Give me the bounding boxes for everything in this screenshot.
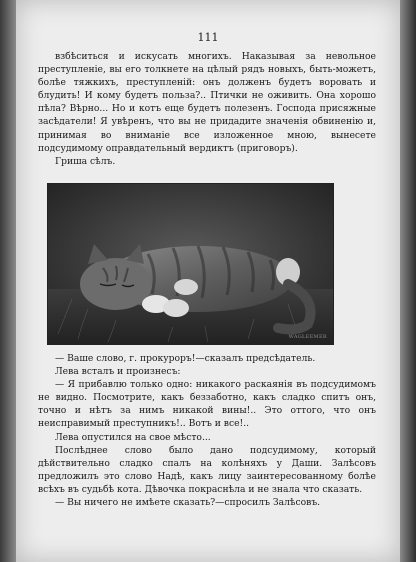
right-page-edge <box>400 0 416 562</box>
book-page <box>16 0 400 562</box>
paragraph-defense-speech: взбѣситься и искусать многихъ. Наказывая за невольное преступленіе, вы его толкнете на цѣлый рядъ новыхъ, быть-можетъ, болѣе тяжкихъ, преступленій: онъ долженъ будетъ воровать и блудить! И кому будетъ польза?.. Птички не оживить. Она хорошо пѣла? Вѣрно... Но и котъ еще будетъ полезенъ. Господа присяжные засѣдатели! Я увѣренъ, что вы не придадите значенія обвиненію и, принимая во вниманіе все изложенное мною, вынесете подсудимому оправдательный вердиктъ (приговоръ). <box>38 51 376 154</box>
illustration-sleeping-cat <box>47 183 334 345</box>
text-block-top <box>38 50 376 168</box>
illustration-signature: WAGLEEMER <box>288 334 327 340</box>
paragraph-grisha-sat: Гриша сѣлъ. <box>55 155 116 167</box>
left-page-edge <box>0 0 16 562</box>
paragraph-leva-sat: Лева опустился на свое мѣсто... <box>55 431 211 443</box>
paragraph-prosecutor-speech: — Я прибавлю только одно: никакого раскаянія въ подсудимомъ не видно. Посмотрите, какъ беззаботно, какъ сладко спитъ онъ, точно и нѣтъ за нимъ никакой вины!.. Это оттого, что онъ неисправимый преступникъ!.. Вотъ и все!.. <box>38 379 376 430</box>
paragraph-leva-stood: Лева всталъ и произнесъ: <box>55 366 181 378</box>
paragraph-question: — Вы ничего не имѣете сказать?—спросилъ Залѣсовъ. <box>55 497 321 509</box>
sleeping-cat-icon <box>48 184 333 344</box>
page-number: 111 <box>197 31 219 44</box>
paragraph-judge-line: — Ваше слово, г. прокуроръ!—сказалъ предсѣдатель. <box>55 353 316 364</box>
text-block-bottom <box>38 352 376 509</box>
paragraph-last-word: Послѣднее слово было дано подсудимому, который дѣйствительно сладко спалъ на колѣняхъ у Даши. Залѣсовъ предложилъ это слово Надѣ, какъ лицу заинтересованному болѣе всѣхъ въ судьбѣ кота. Дѣвочка покраснѣла и не знала что сказать. <box>38 444 376 495</box>
